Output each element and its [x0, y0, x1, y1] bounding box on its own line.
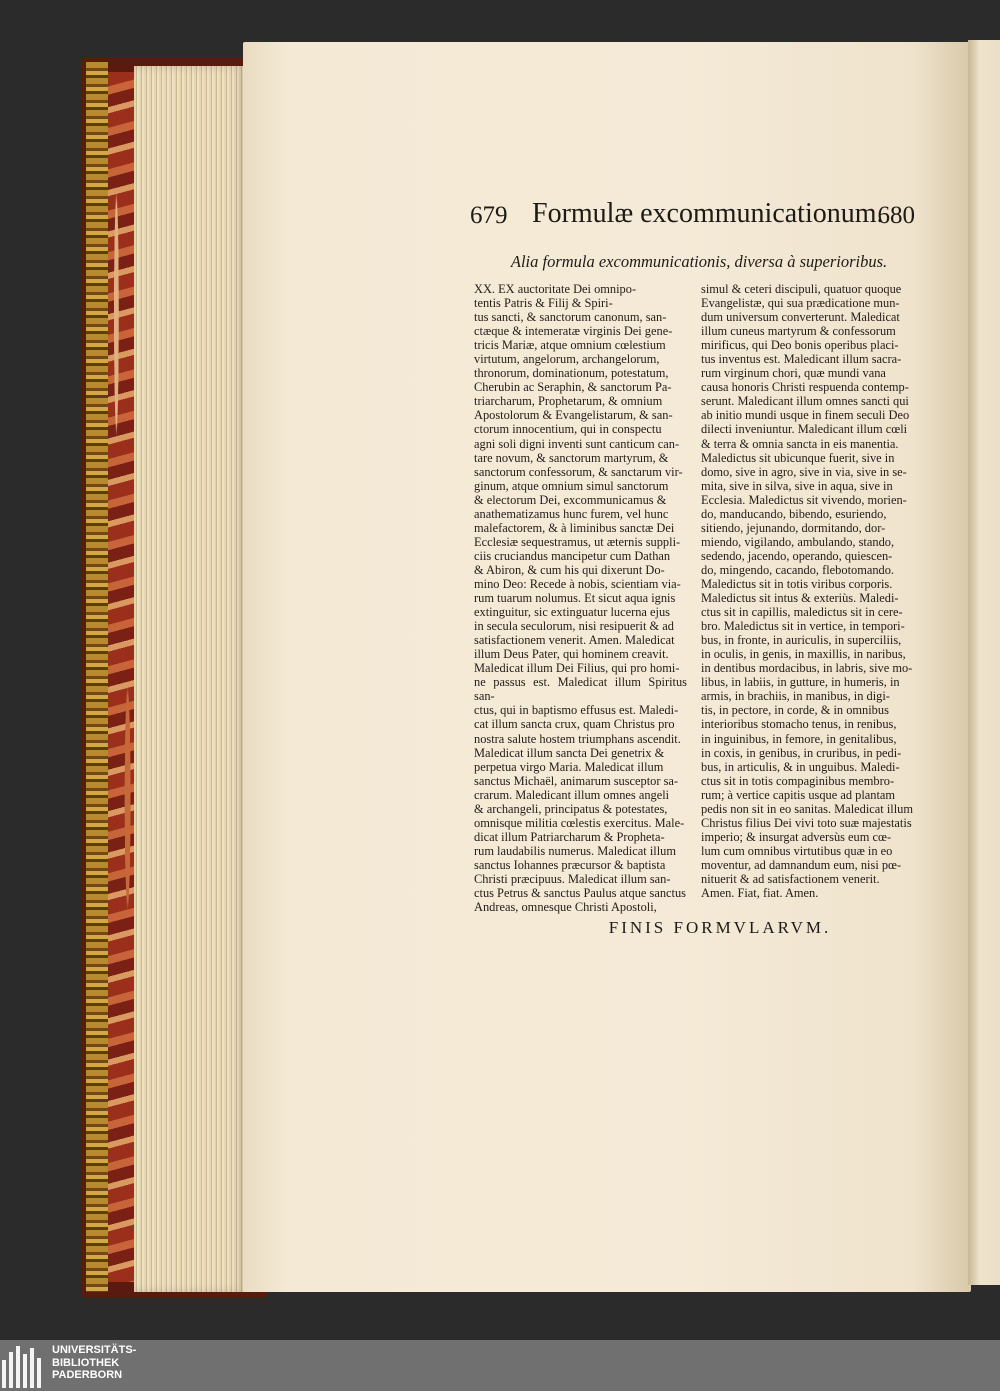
text-column-left: XX. EX auctoritate Dei omnipo- tentis Patris & Filij & Spiri- tus sancti, & sanctorum canonum, san- ctæque & intemeratæ virginis Dei gene- tricis Mariæ, atque omnium cœlestium virtutum, angelorum, archangelorum, thronorum, dominationum, potestatum, Cherubin ac Seraphin, & sanctorum Pa- triarcharum, Prophetarum, & omnium Apostolorum & Evangelistarum, & san- ctorum innocentium, qui in conspectu agni soli digni inventi sunt canticum can- tare novum, & sanctorum martyrum, & sanctorum confessorum, & sanctarum vir- ginum, atque omnium simul sanctorum & electorum Dei, excommunicamus & anathematizamus hunc furem, vel hunc malefactorem, & à liminibus sanctæ Dei Ecclesiæ sequestramus, ut æternis suppli- ciis cruciandus mancipetur cum Dathan & Abiron, & cum his qui dixerunt Do- mino Deo: Recede à nobis, scientiam via- rum tuarum nolumus. Et sicut aqua ignis extinguitur, sic extinguatur lucerna ejus in secula seculorum, nisi resipuerit & ad satisfactionem venerit. Amen. Maledicat illum Deus Pater, qui hominem creavit. Maledicat illum Dei Filius, qui pro homi- ne passus est. Maledicat illum Spiritus san- ctus, qui in baptismo effusus est. Maledi- cat illum sancta crux, quam Christus pro nostra salute hostem triumphans ascendit. Maledicat illum sancta Dei genetrix & perpetua virgo Maria. Maledicat illum sanctus Michaël, animarum susceptor sa- crarum. Maledicant illum omnes angeli & archangeli, principatus & potestates, omnisque militia cœlestis exercitus. Male- dicat illum Patriarcharum & Propheta- rum laudabilis numerus. Maledicat illum sanctus Iohannes præcursor & baptista Christi præcipuus. Maledicat illum san- ctus Petrus & sanctus Paulus atque sanctus Andreas, omnesque Christi Apostoli, — [474, 282, 687, 915]
gilt-border — [86, 62, 108, 1292]
library-name — [52, 1344, 136, 1382]
library-footer — [0, 1340, 1000, 1391]
library-name-line1: UNIVERSITÄTS- — [52, 1344, 137, 1356]
library-name-line2: BIBLIOTHEK — [52, 1356, 120, 1369]
finis-line: FINIS FORMVLARVM. — [608, 918, 832, 937]
marbled-endpaper — [108, 72, 136, 1282]
page-number-right: 680 — [877, 202, 915, 229]
library-name-line3: PADERBORN — [52, 1369, 123, 1381]
page-edges — [134, 66, 246, 1292]
running-title: Formulæ excommunicationum. — [532, 198, 884, 229]
text-column-right: simul & ceteri discipuli, quatuor quoque Evangelistæ, qui sua prædicatione mun- dum universum converterunt. Maledicat illum cuneus martyrum & confessorum mirificus, qui Deo bonis operibus placi- tus inventus est. Maledicant illum sacra- rum virginum chori, quæ mundi vana causa honoris Christi respuenda contemp- serunt. Maledicant illum omnes sancti qui ab initio mundi usque in finem seculi Deo dilecti inveniuntur. Maledicant illum cœli & terra & omnia sancta in eis manentia. Maledictus sit ubicunque fuerit, sive in domo, sive in agro, sive in via, sive in se- mita, sive in silva, sive in aqua, sive in Ecclesia. Maledictus sit vivendo, morien- do, manducando, bibendo, esuriendo, sitiendo, jejunando, dormitando, dor- miendo, vigilando, ambulando, stando, sedendo, jacendo, operando, quiescen- do, mingendo, cacando, flebotomando. Maledictus sit in totis viribus corporis. Maledictus sit intus & exteriùs. Maledi- ctus sit in capillis, maledictus sit in cere- bro. Maledictus sit in vertice, in tempori- bus, in fronte, in auriculis, in superciliis, in oculis, in genis, in maxillis, in naribus, in dentibus mordacibus, in labris, sive mo- libus, in labiis, in gutture, in humeris, in armis, in brachiis, in manibus, in digi- tis, in pectore, in corde, & in omnibus interioribus stomacho tenus, in renibus, in inguinibus, in femore, in genitalibus, in coxis, in genibus, in cruribus, in pedi- bus, in articulis, & in unguibus. Maledi- ctus sit in totis compaginibus membro- rum; à vertice capitis usque ad plantam pedis non sit in eo sanitas. Maledicat illum Christus filius Dei vivi toto suæ majestatis imperio; & insurgat adversùs eum cœ- lum cum omnibus virtutibus quæ in eo moventur, ad damnandum eum, nisi pœ- nituerit & ad satisfactionem venerit. Amen. Fiat, fiat. Amen. — [701, 282, 913, 901]
page-header — [470, 198, 915, 238]
page-number-left: 679 — [470, 202, 508, 229]
facing-page-edge — [968, 40, 1000, 1285]
section-subtitle: Alia formula excommunicationis, diversa à superioribus. — [510, 252, 888, 271]
library-logo-icon — [2, 1346, 46, 1388]
